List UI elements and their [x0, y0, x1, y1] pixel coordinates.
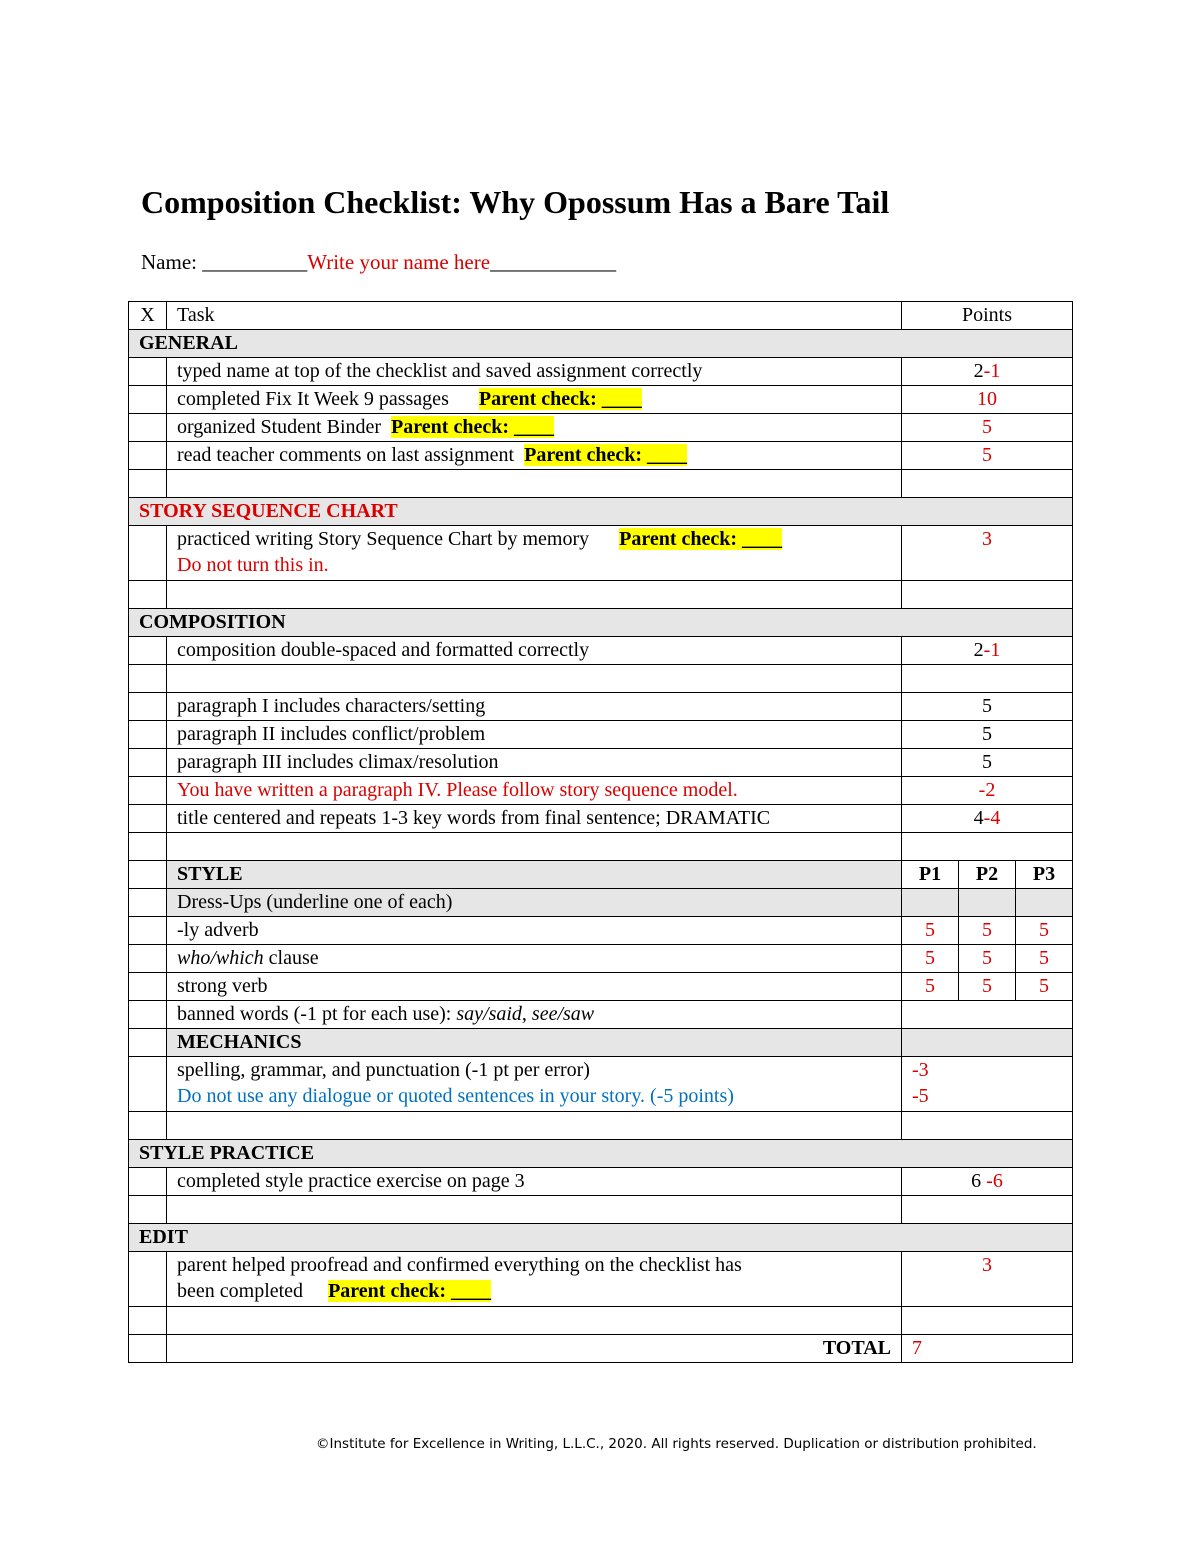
name-blank-after: ____________ [490, 250, 617, 274]
p1-score: 5 [902, 917, 959, 945]
points-cell [902, 1001, 1073, 1029]
task-cell: typed name at top of the checklist and saved assignment correctly [167, 358, 902, 386]
table-row [129, 1001, 1073, 1029]
points-cell: 2-1 [902, 637, 1073, 665]
check-cell[interactable] [129, 805, 167, 833]
check-cell[interactable] [129, 945, 167, 973]
check-cell[interactable] [129, 442, 167, 470]
p2-score: 5 [959, 917, 1016, 945]
name-label: Name: [141, 250, 203, 274]
name-value[interactable]: Write your name here [307, 250, 491, 274]
check-cell[interactable] [129, 889, 167, 917]
mechanics-heading: MECHANICS [167, 1029, 902, 1057]
points-cell: 5 [902, 414, 1073, 442]
task-cell: strong verb [167, 973, 902, 1001]
points-cell: -2 [902, 777, 1073, 805]
task-cell: banned words (-1 pt for each use): say/said, see/saw [167, 1001, 902, 1029]
empty-row [129, 665, 1073, 693]
task-cell: paragraph I includes characters/setting [167, 693, 902, 721]
p2-header: P2 [959, 861, 1016, 889]
task-cell: -ly adverb [167, 917, 902, 945]
table-row [129, 693, 1073, 721]
points-cell: 3 [902, 526, 1073, 581]
check-cell[interactable] [129, 1196, 167, 1224]
total-value: 7 [902, 1335, 1073, 1363]
table-row [129, 442, 1073, 470]
empty-row [129, 1112, 1073, 1140]
check-cell[interactable] [129, 665, 167, 693]
check-cell[interactable] [129, 414, 167, 442]
table-row [129, 749, 1073, 777]
check-cell[interactable] [129, 721, 167, 749]
task-cell: completed Fix It Week 9 passages Parent check: ____ [167, 386, 902, 414]
points-cell: 5 [902, 749, 1073, 777]
p1-score: 5 [902, 945, 959, 973]
task-cell: paragraph II includes conflict/problem [167, 721, 902, 749]
header-points: Points [902, 302, 1073, 330]
task-cell: spelling, grammar, and punctuation (-1 pt per error) Do not use any dialogue or quoted sentences in your story. (-5 points) [167, 1057, 902, 1112]
check-cell[interactable] [129, 470, 167, 498]
table-row [129, 358, 1073, 386]
section-heading: STYLE PRACTICE [129, 1140, 1073, 1168]
red-note: Do not turn this in. [177, 554, 329, 576]
table-row [129, 945, 1073, 973]
task-cell: organized Student Binder Parent check: ____ [167, 414, 902, 442]
task-cell: who/which clause [167, 945, 902, 973]
table-header-row [129, 302, 1073, 330]
table-row [129, 973, 1073, 1001]
table-row [129, 526, 1073, 581]
section-heading: STORY SEQUENCE CHART [129, 498, 1073, 526]
total-row [129, 1335, 1073, 1363]
parent-check-label: Parent check: ____ [328, 1280, 491, 1302]
total-label: TOTAL [167, 1335, 902, 1363]
task-cell: read teacher comments on last assignment Parent check: ____ [167, 442, 902, 470]
blue-note: Do not use any dialogue or quoted sentences in your story. (-5 points) [177, 1085, 734, 1107]
p1-header: P1 [902, 861, 959, 889]
table-row [129, 386, 1073, 414]
task-cell: parent helped proofread and confirmed everything on the checklist has been completed Parent check: ____ [167, 1252, 902, 1307]
points-cell: 5 [902, 693, 1073, 721]
task-cell: practiced writing Story Sequence Chart by memory Parent check: ____ Do not turn this in. [167, 526, 902, 581]
check-cell[interactable] [129, 1252, 167, 1307]
section-story-chart [129, 498, 1073, 526]
table-row [129, 721, 1073, 749]
task-cell: composition double-spaced and formatted correctly [167, 637, 902, 665]
copyright-footer: ©Institute for Excellence in Writing, L.L.C., 2020. All rights reserved. Duplication or distribution prohibited. [316, 1436, 1037, 1452]
page-title: Composition Checklist: Why Opossum Has a Bare Tail [141, 184, 890, 220]
check-cell[interactable] [129, 777, 167, 805]
p3-score: 5 [1016, 945, 1073, 973]
check-cell[interactable] [129, 1057, 167, 1112]
empty-row [129, 581, 1073, 609]
name-line [141, 250, 616, 275]
task-cell: title centered and repeats 1-3 key words from final sentence; DRAMATIC [167, 805, 902, 833]
check-cell[interactable] [129, 861, 167, 889]
check-cell[interactable] [129, 358, 167, 386]
points-cell: 10 [902, 386, 1073, 414]
task-cell: completed style practice exercise on page 3 [167, 1168, 902, 1196]
check-cell[interactable] [129, 1307, 167, 1335]
header-task: Task [167, 302, 902, 330]
table-row [129, 414, 1073, 442]
task-cell: paragraph III includes climax/resolution [167, 749, 902, 777]
check-cell[interactable] [129, 973, 167, 1001]
points-cell: 2-1 [902, 358, 1073, 386]
parent-check-label: Parent check: ____ [391, 416, 554, 438]
table-row [129, 917, 1073, 945]
p3-score: 5 [1016, 973, 1073, 1001]
table-row [129, 1252, 1073, 1307]
check-cell[interactable] [129, 917, 167, 945]
check-cell[interactable] [129, 637, 167, 665]
task-cell: You have written a paragraph IV. Please follow story sequence model. [167, 777, 902, 805]
check-cell[interactable] [129, 1001, 167, 1029]
section-heading: COMPOSITION [129, 609, 1073, 637]
style-header-row [129, 861, 1073, 889]
check-cell[interactable] [129, 1112, 167, 1140]
check-cell[interactable] [129, 1029, 167, 1057]
style-heading: STYLE [167, 861, 902, 889]
mechanics-header-row [129, 1029, 1073, 1057]
section-heading: EDIT [129, 1224, 1073, 1252]
check-cell[interactable] [129, 693, 167, 721]
check-cell [129, 1335, 167, 1363]
section-heading: GENERAL [129, 330, 1073, 358]
check-cell[interactable] [129, 526, 167, 581]
parent-check-label: Parent check: ____ [619, 528, 783, 550]
parent-check-label: Parent check: ____ [478, 388, 642, 410]
check-cell[interactable] [129, 749, 167, 777]
table-row [129, 637, 1073, 665]
points-cell: 6 -6 [902, 1168, 1073, 1196]
points-cell: 3 [902, 1252, 1073, 1307]
points-cell: 4-4 [902, 805, 1073, 833]
points-cell: 5 [902, 442, 1073, 470]
table-row [129, 889, 1073, 917]
checklist-table [128, 301, 1073, 1363]
table-row [129, 777, 1073, 805]
name-blank-before: __________ [202, 250, 308, 274]
table-row [129, 805, 1073, 833]
section-composition [129, 609, 1073, 637]
table-row [129, 1168, 1073, 1196]
p2-score: 5 [959, 973, 1016, 1001]
p3-header: P3 [1016, 861, 1073, 889]
empty-row [129, 470, 1073, 498]
empty-row [129, 1196, 1073, 1224]
section-general [129, 330, 1073, 358]
dressups-heading: Dress-Ups (underline one of each) [167, 889, 902, 917]
p3-score: 5 [1016, 917, 1073, 945]
check-cell[interactable] [129, 581, 167, 609]
check-cell[interactable] [129, 833, 167, 861]
section-style-practice [129, 1140, 1073, 1168]
points-cell: -3 -5 [902, 1057, 1073, 1112]
p1-score: 5 [902, 973, 959, 1001]
section-edit [129, 1224, 1073, 1252]
check-cell[interactable] [129, 1168, 167, 1196]
header-x: X [129, 302, 167, 330]
empty-row [129, 833, 1073, 861]
table-row [129, 1057, 1073, 1112]
p2-score: 5 [959, 945, 1016, 973]
empty-row [129, 1307, 1073, 1335]
check-cell[interactable] [129, 386, 167, 414]
points-cell: 5 [902, 721, 1073, 749]
parent-check-label: Parent check: ____ [524, 444, 688, 466]
